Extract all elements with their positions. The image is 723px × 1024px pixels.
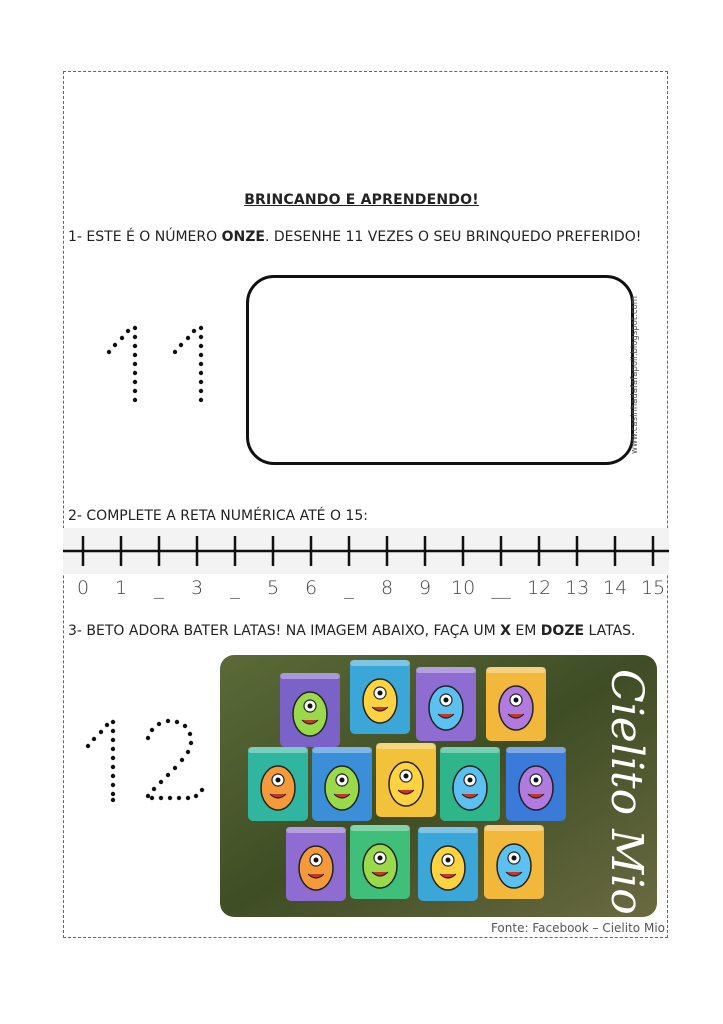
question-2-text: 2- COMPLETE A RETA NUMÉRICA ATÉ O 15: <box>68 508 368 524</box>
number-line-label: 0 <box>76 577 90 599</box>
tin-can[interactable] <box>248 747 308 821</box>
dotted-number-12 <box>80 712 215 807</box>
tin-can[interactable] <box>506 747 566 821</box>
tin-can[interactable] <box>486 667 546 741</box>
number-line-label: 3 <box>190 577 204 599</box>
number-line-label: _ <box>230 577 240 599</box>
tin-can[interactable] <box>440 747 500 821</box>
tin-can[interactable] <box>350 825 410 899</box>
tin-can[interactable] <box>484 825 544 899</box>
tin-can[interactable] <box>376 743 436 817</box>
number-line-label: 9 <box>418 577 432 599</box>
number-line-label: 1 <box>114 577 128 599</box>
number-line-label: 12 <box>527 577 552 599</box>
tin-can[interactable] <box>416 667 476 741</box>
number-line-label: 13 <box>565 577 590 599</box>
image-source: Fonte: Facebook – Cielito Mio <box>490 921 665 935</box>
number-line-label: _ <box>154 577 164 599</box>
number-line-label: 8 <box>380 577 394 599</box>
tin-can[interactable] <box>350 660 410 734</box>
tin-can[interactable] <box>280 673 340 747</box>
dotted-number-11 <box>95 318 225 418</box>
question-3-text: 3- BETO ADORA BATER LATAS! NA IMAGEM ABAIXO, FAÇA UM X EM DOZE LATAS. <box>68 623 636 639</box>
number-line <box>63 528 669 578</box>
tin-can[interactable] <box>286 827 346 901</box>
blog-watermark: www.casinhadafafapoli.blogspot.com <box>630 295 640 455</box>
number-line-label: 6 <box>304 577 318 599</box>
number-line-label: 14 <box>603 577 628 599</box>
number-line-label: 10 <box>451 577 476 599</box>
number-line-label: 15 <box>641 577 666 599</box>
number-line-label: __ <box>491 577 511 599</box>
cans-photo[interactable] <box>220 655 657 917</box>
photo-brand-text: Cielito Mio <box>601 669 652 915</box>
number-line-label: _ <box>344 577 354 599</box>
cans-illustration <box>220 655 657 917</box>
worksheet-title: BRINCANDO E APRENDENDO! <box>244 192 479 208</box>
number-line-label: 5 <box>266 577 280 599</box>
tin-can[interactable] <box>418 827 478 901</box>
tin-can[interactable] <box>312 747 372 821</box>
drawing-box[interactable] <box>246 275 634 465</box>
question-1-text: 1- ESTE É O NÚMERO ONZE. DESENHE 11 VEZES O SEU BRINQUEDO PREFERIDO! <box>68 229 642 245</box>
